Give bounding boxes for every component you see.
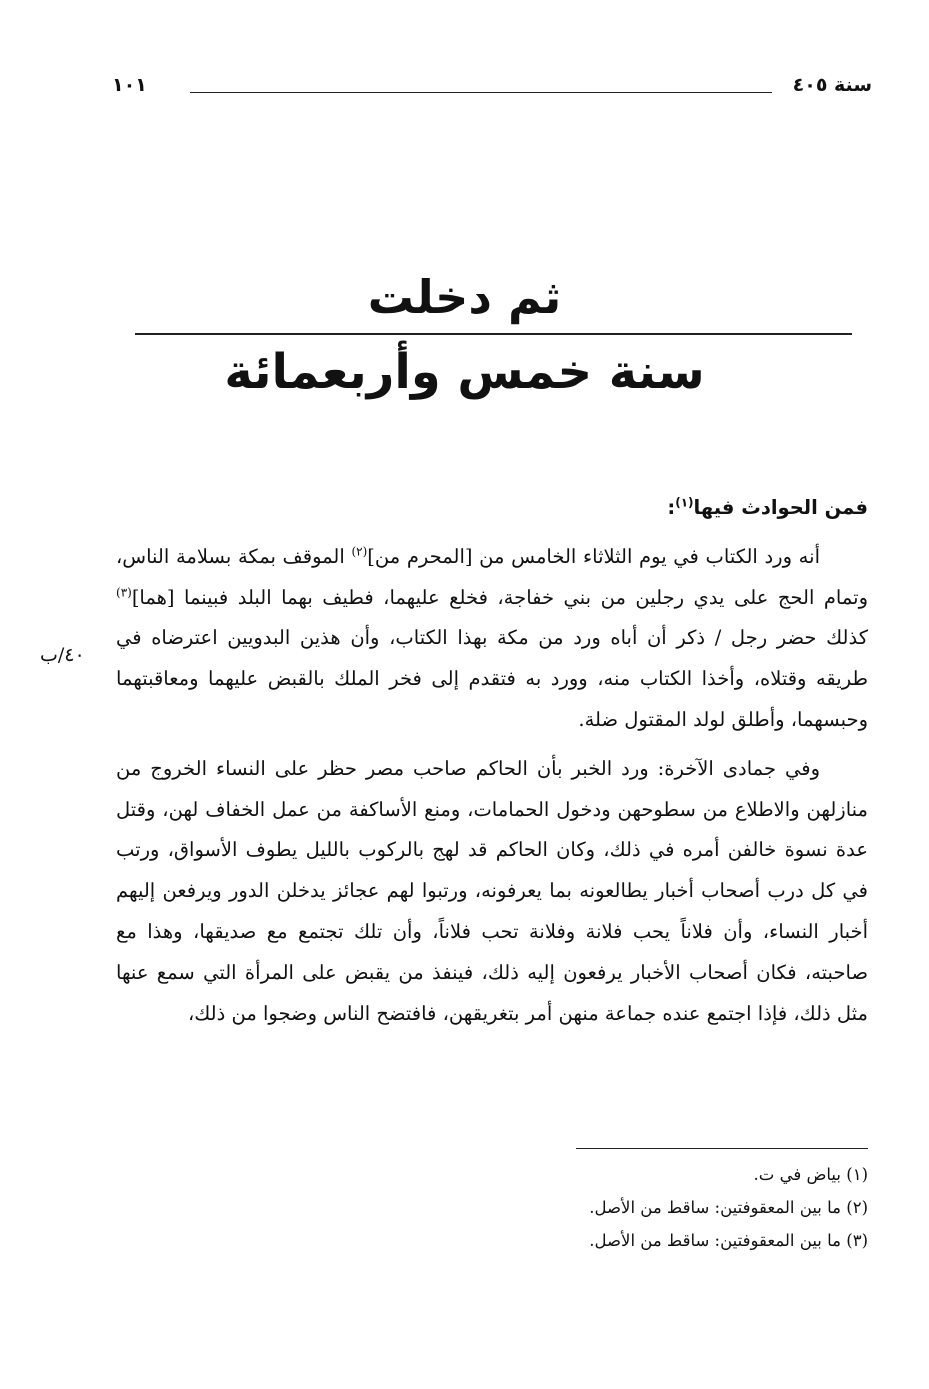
section-lead-text: فمن الحوادث فيها — [693, 496, 868, 519]
chapter-title-line-2: سنة خمس وأربعمائة — [224, 344, 705, 400]
footnote-ref-1: (١) — [675, 495, 694, 510]
section-lead — [116, 488, 868, 529]
running-header-year: سنة ٤٠٥ — [792, 74, 872, 96]
section-lead-colon: : — [667, 496, 676, 519]
paragraph-hajj-part-2: الموقف بمكة بسلامة الناس، وتمام الحج على يدي رجلين من بني خفاجة، فخلع عليهما، فطيف بهما البلد فبينما [هما] — [116, 544, 868, 609]
footnote-1: (١) بياض في ت. — [753, 1165, 868, 1184]
running-header — [112, 74, 872, 104]
title-rule — [135, 333, 852, 335]
footnote-ref-2: (٢) — [351, 544, 368, 559]
footnote-rule — [576, 1148, 868, 1149]
footnote-3: (٣) ما بين المعقوفتين: ساقط من الأصل. — [589, 1231, 868, 1250]
paragraph-hajj-part-1: أنه ورد الكتاب في يوم الثلاثاء الخامس من [المحرم من] — [367, 544, 820, 568]
paragraph-hajj-part-3: كذلك حضر رجل / ذكر أن أباه ورد من مكة بهذا الكتاب، وأن هذين البدويين اعترضاه في طريقه وقتلاه، وأخذا الكتاب منه، وورد به فتقدم إلى فخر الملك بالقبض عليهما ومعاقبتهما وحبسهما، وأطلق لولد المقتول ضلة. — [116, 626, 868, 731]
paragraph-jumada: وفي جمادى الآخرة: ورد الخبر بأن الحاكم صاحب مصر حظر على النساء الخروج من منازلهن والاطلاع من سطوحهن ودخول الحمامات، ومنع الأساكفة من عمل الخفاف لهن، وقتل عدة نسوة خالفن أمره في ذلك، وكان الحاكم قد لهج بالركوب بالليل يطوف الأسواق، ورتب في كل درب أصحاب أخبار يطالعونه بما يعرفونه، ورتبوا لهم عجائز يدخلن الدور ويرفعن إليهم أخبار النساء، وأن فلاناً يحب فلانة وفلانة تحب فلاناً، وأن تلك تجتمع مع صديقها، وهذا مع صاحبته، فكان أصحاب الأخبار يرفعون إليه ذلك، فينفذ من يقبض على المرأة التي سمع عنها مثل ذلك، فإذا اجتمع عنده جماعة منهن أمر بتغريقهن، فافتضح الناس وضجوا من ذلك، — [116, 756, 868, 1025]
footnote-ref-3: (٣) — [116, 585, 132, 600]
manuscript-folio-note: ٤٠/ب — [40, 644, 85, 666]
footnotes — [116, 1158, 868, 1257]
chapter-title-line-1: ثم دخلت — [367, 270, 562, 324]
page-number: ١٠١ — [112, 74, 147, 96]
body-text — [116, 488, 868, 1034]
footnote-2: (٢) ما بين المعقوفتين: ساقط من الأصل. — [589, 1198, 868, 1217]
paragraph-hajj — [116, 537, 868, 741]
header-rule — [190, 92, 772, 93]
